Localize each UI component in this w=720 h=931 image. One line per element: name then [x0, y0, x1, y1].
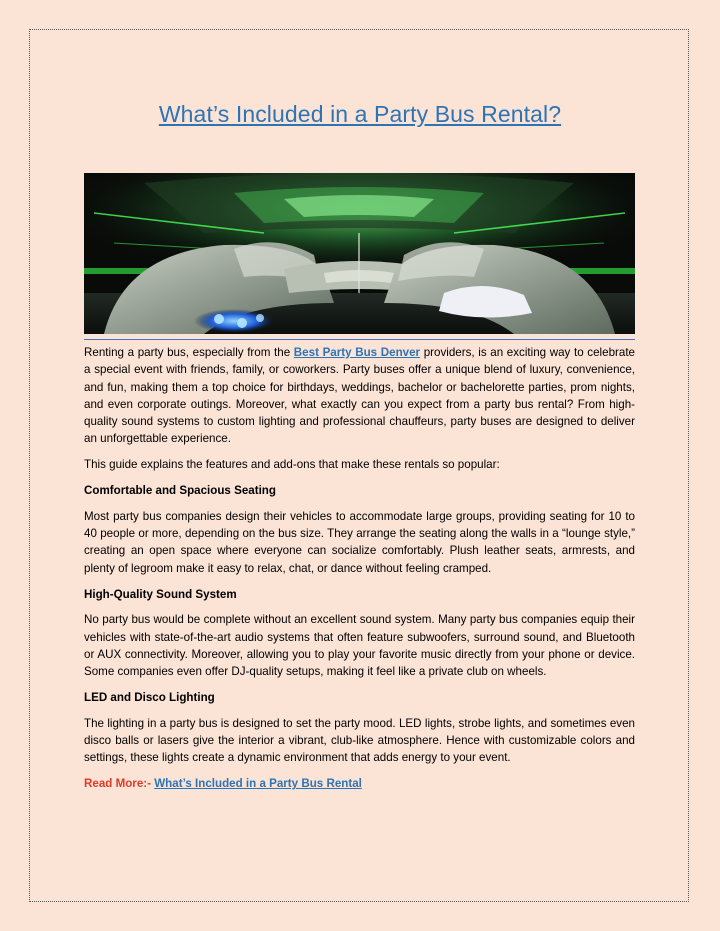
- read-more-label: Read More:-: [84, 777, 151, 791]
- intro-text-start: Renting a party bus, especially from the: [84, 346, 294, 359]
- section-body-lighting: The lighting in a party bus is designed to set the party mood. LED lights, strobe lights, and sometimes even disco balls or lasers give the interior a vibrant, club-like atmosphere. Hence with customizable colors and settings, these lights create a dynamic environment that adds energy to your event.: [84, 716, 635, 765]
- party-bus-interior-photo: [84, 173, 635, 334]
- intro-text-end: providers, is an exciting way to celebrate a special event with friends, family, or coworkers. Party buses offer a unique blend of luxury, convenience, and fun, making them a top choice for birthdays, weddings, bachelor or bachelorette parties, prom nights, and even corporate outings. Moreover, what exactly can you expect from a party bus rental? From high-quality sound systems to custom lighting and professional chauffeurs, party buses are designed to deliver an unforgettable experience.: [84, 346, 636, 446]
- section-body-sound: No party bus would be complete without an excellent sound system. Many party bus companies equip their vehicles with state-of-the-art audio systems that often feature subwoofers, surround sound, and Bluetooth or AUX connectivity. Moreover, allowing you to play your favorite music directly from your phone or device. Some companies even offer DJ-quality setups, making it feel like a private club on wheels.: [84, 613, 635, 679]
- section-heading-lighting: LED and Disco Lighting: [84, 691, 215, 705]
- article-body: [84, 344, 635, 801]
- section-heading-seating: Comfortable and Spacious Seating: [84, 484, 276, 498]
- guide-paragraph: This guide explains the features and add-ons that make these rentals so popular:: [84, 458, 500, 472]
- best-party-bus-denver-link[interactable]: Best Party Bus Denver: [293, 346, 421, 359]
- section-body-seating: Most party bus companies design their vehicles to accommodate large groups, providing seating for 10 to 40 people or more, depending on the bus size. They arrange the seating along the walls in a “lounge style,” creating an open space where everyone can socialize comfortably. Plush leather seats, armrests, and plenty of legroom make it easy to relax, chat, or dance without feeling cramped.: [84, 509, 635, 575]
- read-more-link[interactable]: What’s Included in a Party Bus Rental: [154, 777, 362, 791]
- intro-paragraph: [84, 344, 635, 448]
- page-title: What’s Included in a Party Bus Rental?: [158, 101, 562, 127]
- section-heading-sound: High-Quality Sound System: [84, 587, 237, 601]
- read-more-line: [84, 775, 635, 792]
- divider-line: [84, 339, 635, 340]
